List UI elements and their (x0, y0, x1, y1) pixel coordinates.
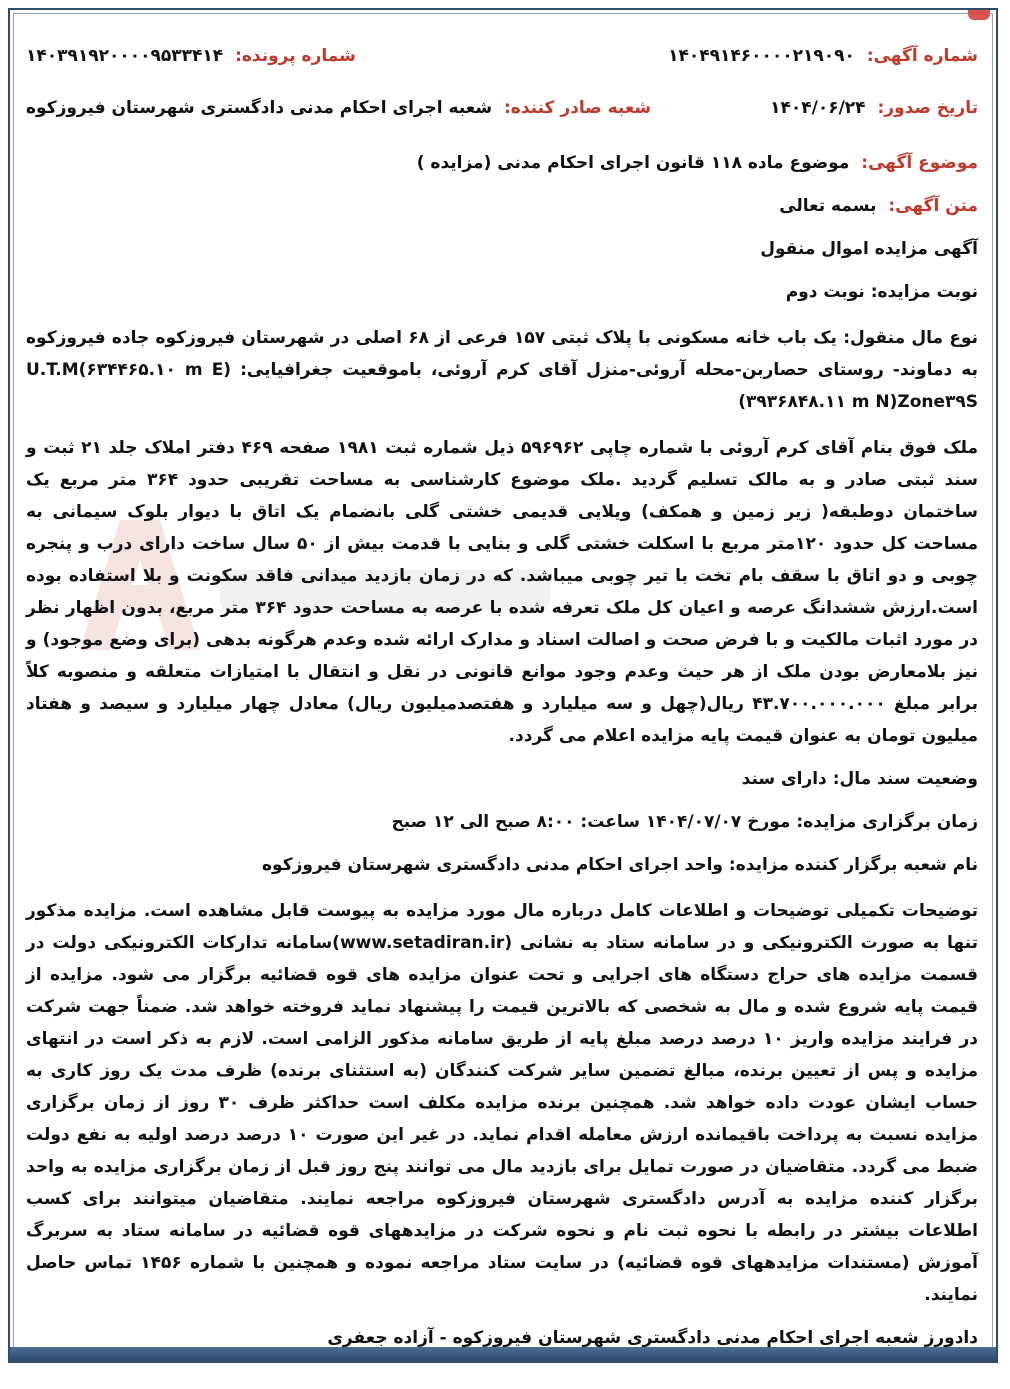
issuing-branch (26, 98, 651, 118)
notice-number-value: ۱۴۰۴۹۱۴۶۰۰۰۰۲۱۹۰۹۰ (668, 46, 855, 66)
subject-label: موضوع آگهی: (861, 153, 978, 173)
close-icon[interactable] (968, 10, 990, 20)
property-type: نوع مال منقول: یک باب خانه مسکونی با پلاک ثبتی ۱۵۷ فرعی از ۶۸ اصلی در شهرستان فیروزکوه جاده فیروزکوه به دماوند- روستای حصاربن-محله آروئی-منزل آقای کرم آروئی، باموقعیت جغرافیایی: U.T.M(۶۳۴۴۶۵.۱۰ m E)(۳۹۳۶۸۴۸.۱۱ m N)Zone۳۹S (26, 328, 978, 412)
organizer: نام شعبه برگزار کننده مزایده: واحد اجرای احکام مدنی دادگستری شهرستان فیروزکوه (262, 855, 978, 875)
subject-value: موضوع ماده ۱۱۸ قانون اجرای احکام مدنی (مزایده ) (416, 153, 850, 173)
case-number-label: شماره پرونده: (235, 46, 356, 66)
case-number (26, 46, 356, 66)
issue-date-value: ۱۴۰۴/۰۶/۲۴ (770, 98, 866, 118)
text-value: بسمه تعالی (779, 196, 877, 216)
auction-time: زمان برگزاری مزایده: مورخ ۱۴۰۴/۰۷/۰۷ ساعت: ۸:۰۰ صبح الی ۱۲ صبح (391, 812, 978, 832)
deed-status: وضعیت سند مال: دارای سند (741, 769, 978, 789)
case-number-value: ۱۴۰۳۹۱۹۲۰۰۰۰۹۵۳۳۴۱۴ (26, 46, 224, 66)
text-label: متن آگهی: (888, 196, 978, 216)
additional-info: توضیحات تکمیلی توضیحات و اطلاعات کامل درباره مال مورد مزایده به پیوست قابل مشاهده است. مزایده مذکور تنها به صورت الکترونیکی و در سامانه ستاد به نشانی (www.setadiran.ir)سامانه تدارکات الکترونیکی دولت در قسمت مزایده های حراج دستگاه های اجرایی و تحت عنوان مزایده های قوه قضائیه برگزار می شود. مزایده از قیمت پایه شروع شده و مال به شخصی که بالاترین قیمت را پیشنهاد نماید فروخته خواهد شد. ضمناً جهت شرکت در فرایند مزایده واریز ۱۰ درصد درصد مبلغ پایه از طریق سامانه مذکور الزامی است. لازم به ذکر است در انتهای مزایده و پس از تعیین برنده، مبالغ تضمین سایر شرکت کنندگان (به استثنای برنده) ظرف مدت یک روز کاری به حساب ایشان عودت داده خواهد شد. همچنین برنده مزایده مکلف است حداکثر ظرف ۳۰ روز از زمان برگزاری مزایده نسبت به پرداخت باقیمانده ارزش معامله اقدام نماید. در غیر این صورت ۱۰ درصد درصد اولیه به نفع دولت ضبط می گردد. متقاضیان در صورت تمایل برای بازدید مال می توانند پنج روز قبل از زمان برگزاری مزایده به واحد برگزار کننده مزایده به آدرس دادگستری شهرستان فیروزکوه مراجعه نمایند. متقاضیان میتوانند برای کسب اطلاعات بیشتر در رابطه با نحوه ثبت نام و نحوه شرکت در مزایدههای قوه قضائیه در سامانه ستاد به سربرگ آموزش (مستندات مزایدههای قوه قضائیه) در سایت ستاد مراجعه نموده و همچنین با شماره ۱۴۵۶ تماس حاصل نمایند. (26, 901, 979, 1305)
issuing-branch-label: شعبه صادر کننده: (504, 98, 652, 118)
issue-date (770, 98, 978, 118)
property-description: ملک فوق بنام آقای کرم آروئی با شماره چاپی ۵۹۶۹۶۲ ذیل شماره ثبت ۱۹۸۱ صفحه ۴۶۹ دفتر املاک جلد ۲۱ ثبت و سند ثبتی صادر و به مالک تسلیم گردید .ملک موضوع کارشناسی به مساحت تقریبی حدود ۳۶۴ متر مربع یک ساختمان دوطبقه( زیر زمین و همکف) ویلایی قدیمی خشتی گلی بانضمام یک اتاق با دیوار بلوک سیمانی به مساحت کل حدود ۱۲۰متر مربع با اسکلت خشتی گلی و بنایی با قدمت بیش از ۵۰ سال ساخت دارای درب و پنجره چوبی و دو اتاق با سقف بام تخت با تیر چوبی میباشد. که در زمان بازدید میدانی فاقد سکونت و بلا استفاده بوده است.ارزش ششدانگ عرصه و اعیان کل ملک تعرفه شده با عرصه به مساحت حدود ۳۶۴ متر مربع، بدون اظهار نظر در مورد اثبات مالکیت و با فرض صحت و اصالت اسناد و مدارک ارائه شده وعدم هرگونه بدهی (برای وضع موجود) و نیز بلامعارض بودن ملک از هر حیث وعدم وجود موانع قانونی در نقل و انتقال با امتیازات متعلقه و منصوبه کلاً برابر مبلغ ۴۳.۷۰۰.۰۰۰.۰۰۰ ریال(چهل و سه میلیارد و هفتصدمیلیون ریال) معادل چهار میلیارد و سیصد و هفتاد میلیون تومان به عنوان قیمت پایه مزایده اعلام می گردد. (26, 438, 979, 746)
notice-number-label: شماره آگهی: (866, 46, 978, 66)
notice-number (668, 46, 978, 66)
text-line (26, 193, 978, 219)
notice-frame (8, 8, 998, 1363)
notice-title: آگهی مزایده اموال منقول (760, 239, 978, 259)
header-row-numbers (26, 46, 978, 80)
signature: دادورز شعبه اجرای احکام مدنی دادگستری شهرستان فیروزکوه - آزاده جعفری (327, 1328, 978, 1348)
issuing-branch-value: شعبه اجرای احکام مدنی دادگستری شهرستان فیروزکوه (26, 98, 493, 118)
issue-date-label: تاریخ صدور: (877, 98, 978, 118)
auction-round: نوبت مزایده: نوبت دوم (785, 282, 978, 302)
subject-line (26, 150, 978, 176)
header-row-dates (26, 98, 978, 132)
notice-content (26, 46, 978, 1368)
